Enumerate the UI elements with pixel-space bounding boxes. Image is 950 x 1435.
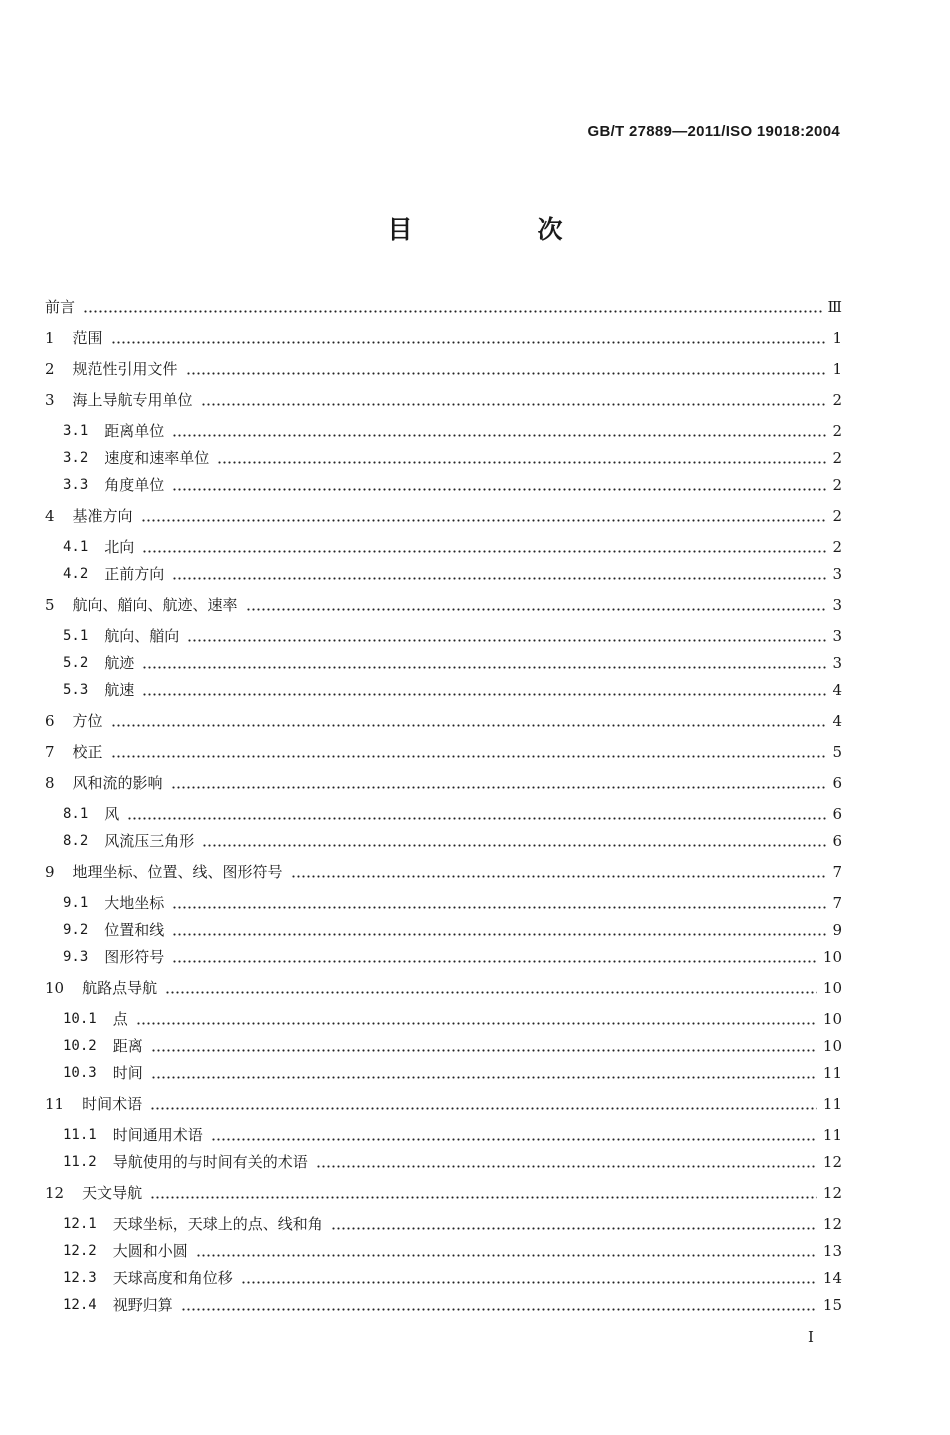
toc-entry-number: 10.1 xyxy=(63,1011,97,1027)
toc-entry[interactable] xyxy=(63,1032,842,1056)
toc-entry[interactable] xyxy=(45,293,842,317)
toc-entry-page: 1 xyxy=(832,329,842,347)
toc-entry-page: 11 xyxy=(822,1064,842,1082)
toc-entry-page: 10 xyxy=(822,1010,842,1028)
toc-entry-title: 大圆和小圆 xyxy=(112,1242,188,1260)
toc-entry-page: 2 xyxy=(832,391,842,409)
toc-entry-title: 规范性引用文件 xyxy=(72,360,178,378)
toc-entry-number: 11.1 xyxy=(63,1127,97,1143)
toc-entry-page: 10 xyxy=(822,1037,842,1055)
toc-entry[interactable] xyxy=(63,560,842,584)
toc-entry[interactable] xyxy=(63,800,842,824)
toc-entry-page: 1 xyxy=(832,360,842,378)
toc-entry-number: 5.1 xyxy=(63,628,89,644)
toc-entry[interactable] xyxy=(63,649,842,673)
dot-leader xyxy=(127,817,826,820)
toc-entry-number: 9.2 xyxy=(63,922,89,938)
toc-entry-title: 点 xyxy=(112,1010,128,1028)
dot-leader xyxy=(172,906,826,909)
toc-entry-title: 距离单位 xyxy=(104,422,165,440)
toc-entry[interactable] xyxy=(45,707,842,731)
toc-entry-title: 天球坐标，天球上的点、线和角 xyxy=(112,1215,323,1233)
toc-entry[interactable] xyxy=(63,1264,842,1288)
toc-entry-number: 5.3 xyxy=(63,682,89,698)
toc-entry-number: 10 xyxy=(45,979,65,997)
toc-entry-title: 速度和速率单位 xyxy=(104,449,210,467)
toc-entry-number: 12.4 xyxy=(63,1297,97,1313)
dot-leader xyxy=(172,488,826,491)
toc-entry-number: 4.1 xyxy=(63,539,89,555)
toc-entry[interactable] xyxy=(63,1059,842,1083)
toc-entry-page: 3 xyxy=(832,565,842,583)
dot-leader xyxy=(196,1254,817,1257)
dot-leader xyxy=(142,693,826,696)
toc-entry-title: 方位 xyxy=(72,712,103,730)
toc-entry-page: 14 xyxy=(822,1269,842,1287)
toc-entry[interactable] xyxy=(63,827,842,851)
dot-leader xyxy=(241,1281,817,1284)
dot-leader xyxy=(202,844,826,847)
page-number: Ⅰ xyxy=(808,1328,814,1346)
toc-entry-number: 12.2 xyxy=(63,1243,97,1259)
toc-entry-number: 5.2 xyxy=(63,655,89,671)
toc-entry-page: 2 xyxy=(832,476,842,494)
toc-entry-number: 8 xyxy=(45,774,55,792)
toc-entry-title: 时间 xyxy=(112,1064,143,1082)
toc-entry-title: 北向 xyxy=(104,538,135,556)
toc-entry-page: 2 xyxy=(832,538,842,556)
toc-entry[interactable] xyxy=(63,916,842,940)
toc-entry-title: 航路点导航 xyxy=(82,979,158,997)
dot-leader xyxy=(331,1227,817,1230)
toc-entry-title: 天球高度和角位移 xyxy=(112,1269,233,1287)
toc-entry-number: 4 xyxy=(45,507,55,525)
dot-leader xyxy=(172,434,826,437)
toc-entry-page: 15 xyxy=(822,1296,842,1314)
toc-entry-number: 10.2 xyxy=(63,1038,97,1054)
toc-entry[interactable] xyxy=(45,769,842,793)
toc-entry-title: 正前方向 xyxy=(104,565,165,583)
toc-entry-title: 视野归算 xyxy=(112,1296,173,1314)
dot-leader xyxy=(83,310,822,313)
dot-leader xyxy=(181,1308,817,1311)
toc-entry-number: 2 xyxy=(45,360,55,378)
dot-leader xyxy=(217,461,826,464)
toc-entry-number: 4.2 xyxy=(63,566,89,582)
dot-leader xyxy=(150,1196,817,1199)
toc-entry[interactable] xyxy=(63,1148,842,1172)
toc-entry[interactable] xyxy=(63,1291,842,1315)
toc-entry-title: 海上导航专用单位 xyxy=(72,391,193,409)
toc-entry-page: 4 xyxy=(832,681,842,699)
toc-entry-title: 天文导航 xyxy=(82,1184,143,1202)
dot-leader xyxy=(246,608,826,611)
toc-entry-number: 9.3 xyxy=(63,949,89,965)
toc-entry-title: 范围 xyxy=(72,329,103,347)
toc-entry-page: 11 xyxy=(822,1095,842,1113)
dot-leader xyxy=(111,341,826,344)
toc-entry-page: 12 xyxy=(822,1184,842,1202)
dot-leader xyxy=(111,755,826,758)
toc-entry-page: 3 xyxy=(832,596,842,614)
toc-entry-title: 时间术语 xyxy=(82,1095,143,1113)
toc-entry[interactable] xyxy=(45,1090,842,1114)
dot-leader xyxy=(186,372,826,375)
dot-leader xyxy=(172,960,817,963)
toc-entry-number: 3.3 xyxy=(63,477,89,493)
toc-entry-page: 3 xyxy=(832,627,842,645)
toc-entry-title: 图形符号 xyxy=(104,948,165,966)
toc-entry-page: 5 xyxy=(832,743,842,761)
dot-leader xyxy=(151,1049,817,1052)
toc-entry-title: 航向、艏向、航迹、速率 xyxy=(72,596,238,614)
toc-entry-title: 航迹 xyxy=(104,654,135,672)
toc-entry-page: 2 xyxy=(832,422,842,440)
toc-entry-page: Ⅲ xyxy=(827,298,842,316)
toc-entry-title: 风和流的影响 xyxy=(72,774,163,792)
toc-entry-page: 10 xyxy=(822,979,842,997)
toc-entry-title: 地理坐标、位置、线、图形符号 xyxy=(72,863,283,881)
toc-entry[interactable] xyxy=(63,943,842,967)
toc-entry-page: 6 xyxy=(832,774,842,792)
toc-entry-title: 航向、艏向 xyxy=(104,627,180,645)
toc-entry-number: 5 xyxy=(45,596,55,614)
dot-leader xyxy=(172,577,826,580)
toc-entry[interactable] xyxy=(45,591,842,615)
toc-entry-number: 3.1 xyxy=(63,423,89,439)
toc-entry-page: 2 xyxy=(832,449,842,467)
dot-leader xyxy=(316,1165,817,1168)
toc-entry[interactable] xyxy=(63,1121,842,1145)
toc-entry[interactable] xyxy=(63,471,842,495)
dot-leader xyxy=(111,724,826,727)
toc-entry-number: 1 xyxy=(45,329,55,347)
toc-entry[interactable] xyxy=(45,1179,842,1203)
dot-leader xyxy=(150,1107,817,1110)
dot-leader xyxy=(151,1076,817,1079)
toc-entry-title: 校正 xyxy=(72,743,103,761)
dot-leader xyxy=(142,666,826,669)
toc-entry-title: 距离 xyxy=(112,1037,143,1055)
toc-entry[interactable] xyxy=(45,738,842,762)
toc-entry-page: 7 xyxy=(832,863,842,881)
toc-entry-page: 6 xyxy=(832,805,842,823)
dot-leader xyxy=(141,519,826,522)
standard-code: GB/T 27889—2011/ISO 19018:2004 xyxy=(587,123,840,140)
toc-entry[interactable] xyxy=(45,858,842,882)
toc-entry[interactable] xyxy=(63,1237,842,1261)
toc-entry-title: 导航使用的与时间有关的术语 xyxy=(112,1153,308,1171)
toc-entry-page: 4 xyxy=(832,712,842,730)
dot-leader xyxy=(172,933,826,936)
toc-entry-number: 7 xyxy=(45,743,55,761)
toc-entry[interactable] xyxy=(63,622,842,646)
toc-entry[interactable] xyxy=(45,502,842,526)
dot-leader xyxy=(136,1022,817,1025)
dot-leader xyxy=(165,991,817,994)
dot-leader xyxy=(171,786,826,789)
toc-entry-page: 7 xyxy=(832,894,842,912)
toc-entry[interactable] xyxy=(63,533,842,557)
toc-entry-page: 12 xyxy=(822,1153,842,1171)
toc-entry-number: 9.1 xyxy=(63,895,89,911)
toc-entry[interactable] xyxy=(63,417,842,441)
toc-entry-number: 12.1 xyxy=(63,1216,97,1232)
toc-entry-number: 12 xyxy=(45,1184,65,1202)
toc-entry-title: 基准方向 xyxy=(72,507,133,525)
toc-entry[interactable] xyxy=(45,355,842,379)
toc-entry-number: 11.2 xyxy=(63,1154,97,1170)
toc-entry-number: 11 xyxy=(45,1095,65,1113)
toc-entry-title: 时间通用术语 xyxy=(112,1126,203,1144)
toc-entry-title: 风 xyxy=(104,805,120,823)
toc-entry-number: 6 xyxy=(45,712,55,730)
toc-entry[interactable] xyxy=(63,1005,842,1029)
toc-entry[interactable] xyxy=(63,889,842,913)
toc-entry[interactable] xyxy=(45,386,842,410)
toc-entry-number: 9 xyxy=(45,863,55,881)
dot-leader xyxy=(291,875,826,878)
toc-entry-title: 前言 xyxy=(45,298,76,316)
toc-entry-page: 2 xyxy=(832,507,842,525)
dot-leader xyxy=(211,1138,817,1141)
toc-entry[interactable] xyxy=(63,1210,842,1234)
toc-entry-page: 6 xyxy=(832,832,842,850)
toc-entry-page: 13 xyxy=(822,1242,842,1260)
toc-entry[interactable] xyxy=(45,324,842,348)
toc-entry-title: 位置和线 xyxy=(104,921,165,939)
dot-leader xyxy=(201,403,826,406)
dot-leader xyxy=(187,639,826,642)
toc-entry-page: 12 xyxy=(822,1215,842,1233)
toc-entry-number: 8.2 xyxy=(63,833,89,849)
toc-entry[interactable] xyxy=(63,444,842,468)
toc-entry-number: 8.1 xyxy=(63,806,89,822)
toc-entry-page: 9 xyxy=(832,921,842,939)
toc-entry-title: 航速 xyxy=(104,681,135,699)
toc-entry-title: 大地坐标 xyxy=(104,894,165,912)
toc-entry-title: 角度单位 xyxy=(104,476,165,494)
toc-entry-title: 风流压三角形 xyxy=(104,832,195,850)
toc-entry-page: 3 xyxy=(832,654,842,672)
toc-entry-number: 10.3 xyxy=(63,1065,97,1081)
document-title: 目 次 xyxy=(387,215,613,244)
toc-entry-number: 12.3 xyxy=(63,1270,97,1286)
toc-entry-page: 11 xyxy=(822,1126,842,1144)
dot-leader xyxy=(142,550,826,553)
toc-entry-number: 3 xyxy=(45,391,55,409)
toc-entry-page: 10 xyxy=(822,948,842,966)
toc-entry-number: 3.2 xyxy=(63,450,89,466)
toc-entry[interactable] xyxy=(45,974,842,998)
toc-entry[interactable] xyxy=(63,676,842,700)
